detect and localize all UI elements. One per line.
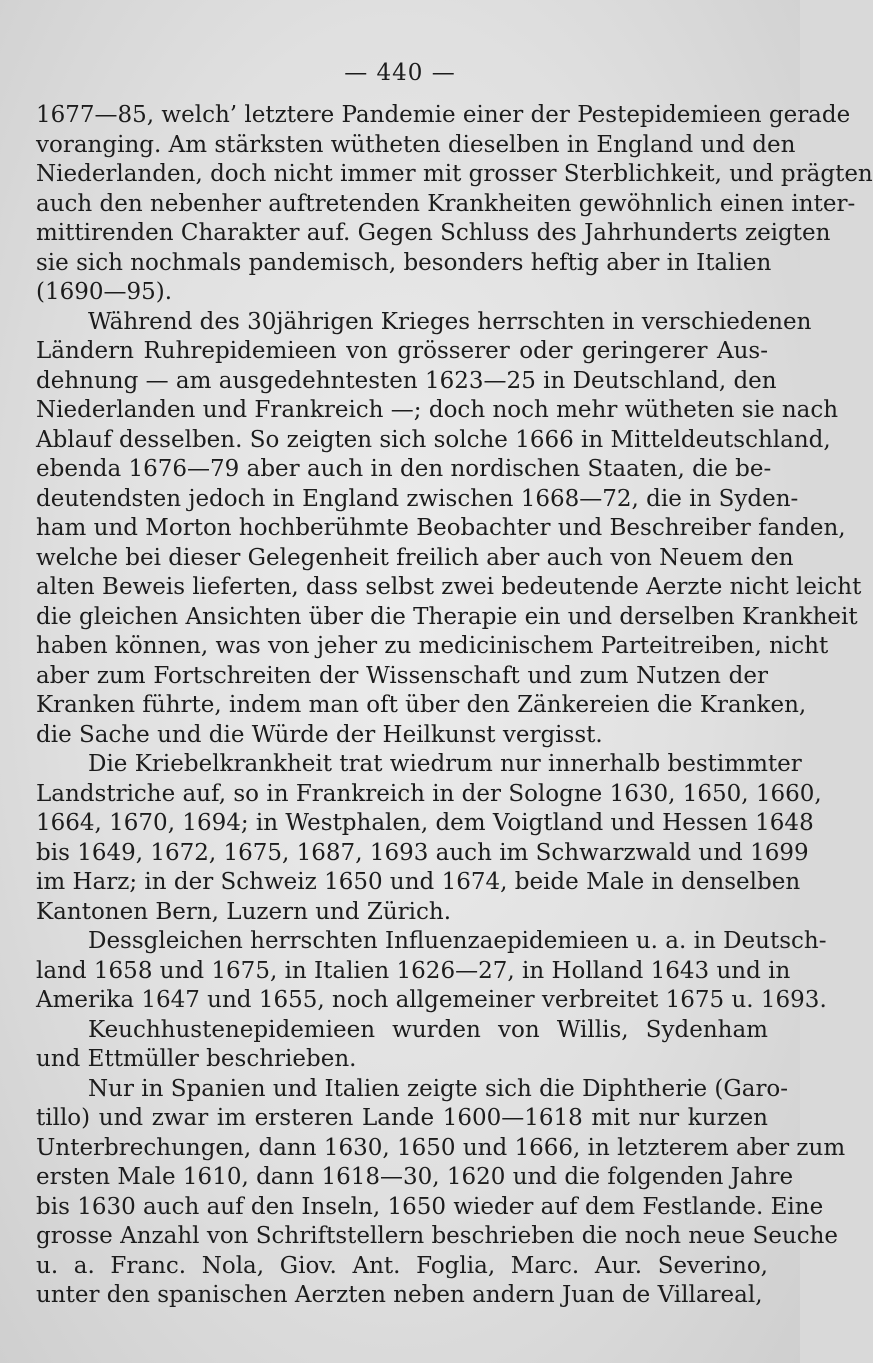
text-line: die gleichen Ansichten über die Therapie ein und derselben Krankheit [36,603,858,630]
paragraph [36,101,873,308]
text-line: aber zum Fortschreiten der Wissenschaft und zum Nutzen der [36,662,768,689]
paragraph [36,1016,768,1075]
text-line: (1690—95). [36,279,173,305]
text-line: mittirenden Charakter auf. Gegen Schluss des Jahrhunderts zeigten [36,220,831,246]
text-line: Ländern Ruhrepidemieen von grösserer oder geringerer Aus- [36,338,768,364]
text-line: ersten Male 1610, dann 1618—30, 1620 und die folgenden Jahre [36,1164,794,1190]
text-line: land 1658 und 1675, in Italien 1626—27, in Holland 1643 und in [36,957,791,984]
text-line: Während des 30jährigen Krieges herrschten in verschiedenen [88,308,812,335]
text-line: bis 1630 auch auf den Inseln, 1650 wieder auf dem Festlande. Eine [36,1193,824,1220]
text-line: Kranken führte, indem man oft über den Zänkereien die Kranken, [36,692,807,718]
body-text [36,101,873,1311]
text-line: Unterbrechungen, dann 1630, 1650 und 1666, in letzterem aber zum [36,1134,846,1161]
text-line: unter den spanischen Aerzten neben andern Juan de Villareal, [36,1282,763,1308]
text-line: sie sich nochmals pandemisch, besonders heftig aber in Italien [36,249,772,276]
page-number: — 440 — [344,60,456,86]
text-line: im Harz; in der Schweiz 1650 und 1674, beide Male in denselben [36,869,801,895]
text-line: haben können, was von jeher zu medicinischem Parteitreiben, nicht [36,633,829,659]
text-line: tillo) und zwar im ersteren Lande 1600—1618 mit nur kurzen [36,1105,768,1131]
paragraph [36,308,862,751]
text-line: die Sache und die Würde der Heilkunst vergisst. [36,721,603,748]
text-line: Nur in Spanien und Italien zeigte sich die Diphtherie (Garo- [88,1075,789,1102]
text-line: Dessgleichen herrschten Influenzaepidemieen u. a. in Deutsch- [88,928,827,954]
text-line: welche bei dieser Gelegenheit freilich aber auch von Neuem den [36,544,794,571]
text-line: 1664, 1670, 1694; in Westphalen, dem Voigtland und Hessen 1648 [36,810,814,836]
text-line: Die Kriebelkrankheit trat wiedrum nur innerhalb bestimmter [88,751,802,777]
paragraph [36,927,827,1016]
text-line: Ablauf desselben. So zeigten sich solche 1666 in Mitteldeutschland, [36,426,831,453]
text-line: auch den nebenher auftretenden Krankheiten gewöhnlich einen inter- [36,190,856,217]
text-line: ham und Morton hochberühmte Beobachter und Beschreiber fanden, [36,515,846,541]
text-line: alten Beweis lieferten, dass selbst zwei bedeutende Aerzte nicht leicht [36,574,862,600]
text-line: dehnung — am ausgedehntesten 1623—25 in Deutschland, den [36,367,777,394]
text-line: 1677—85, welch’ letztere Pandemie einer der Pestepidemieen gerade [36,102,851,128]
text-line: Niederlanden, doch nicht immer mit grosser Sterblichkeit, und prägten [36,161,873,187]
text-line: und Ettmüller beschrieben. [36,1046,357,1072]
text-line: grosse Anzahl von Schriftstellern beschrieben die noch neue Seuche [36,1223,839,1249]
text-line: Niederlanden und Frankreich —; doch noch mehr wütheten sie nach [36,397,839,423]
paragraph [36,1075,846,1311]
text-line: Landstriche auf, so in Frankreich in der Sologne 1630, 1650, 1660, [36,780,822,807]
text-line: voranging. Am stärksten wütheten dieselben in England und den [36,131,796,158]
text-line: bis 1649, 1672, 1675, 1687, 1693 auch im Schwarzwald und 1699 [36,839,809,866]
text-line: u. a. Franc. Nola, Giov. Ant. Foglia, Marc. Aur. Severino, [36,1252,768,1279]
text-line: Kantonen Bern, Luzern und Zürich. [36,898,452,925]
text-line: deutendsten jedoch in England zwischen 1668—72, die in Syden- [36,485,799,512]
paragraph [36,750,822,927]
text-line: ebenda 1676—79 aber auch in den nordischen Staaten, die be- [36,456,772,482]
text-line: Amerika 1647 und 1655, noch allgemeiner verbreitet 1675 u. 1693. [36,987,827,1013]
text-line: Keuchhustenepidemieen wurden von Willis, Sydenham [88,1016,768,1043]
